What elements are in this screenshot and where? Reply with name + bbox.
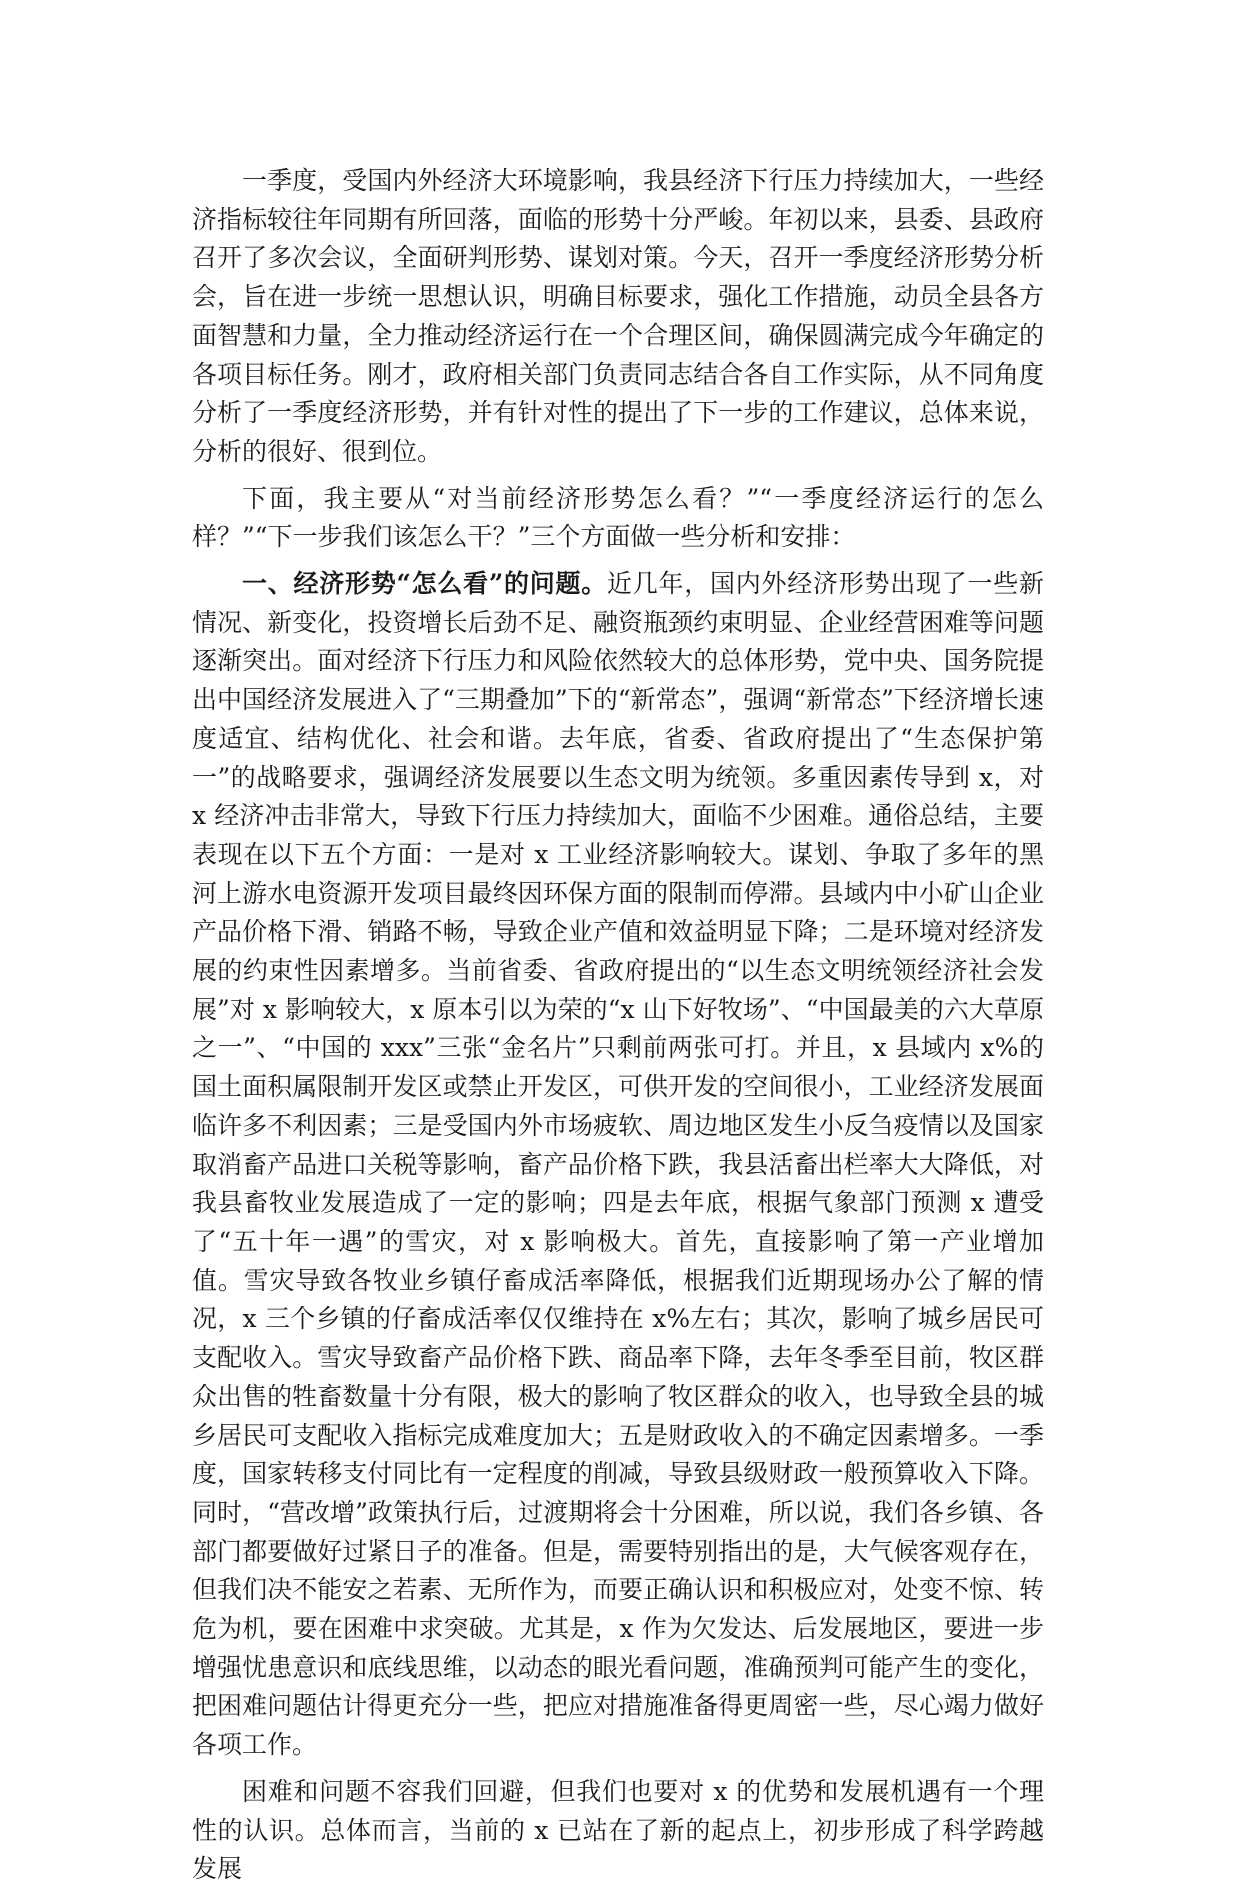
paragraph-outline [192, 480, 1044, 557]
paragraph-text: 困难和问题不容我们回避，但我们也要对 x 的优势和发展机遇有一个理性的认识。总体而言，当前的 x 已站在了新的起点上，初步形成了科学跨越发展 [192, 1776, 1044, 1884]
document-page [192, 162, 1044, 1889]
paragraph-text: 近几年，国内外经济形势出现了一些新情况、新变化，投资增长后劲不足、融资瓶颈约束明显、企业经营困难等问题逐渐突出。面对经济下行压力和风险依然较大的总体形势，党中央、国务院提出中国经济发展进入了“三期叠加”下的“新常态”，强调“新常态”下经济增长速度适宜、结构优化、社会和谐。去年底，省委、省政府提出了“生态保护第一”的战略要求，强调经济发展要以生态文明为统领。多重因素传导到 x，对 x 经济冲击非常大，导致下行压力持续加大，面临不少困难。通俗总结，主要表现在以下五个方面：一是对 x 工业经济影响较大。谋划、争取了多年的黑河上游水电资源开发项目最终因环保方面的限制而停滞。县域内中小矿山企业产品价格下滑、销路不畅，导致企业产值和效益明显下降；二是环境对经济发展的约束性因素增多。当前省委、省政府提出的“以生态文明统领经济社会发展”对 x 影响较大，x 原本引以为荣的“x 山下好牧场”、“中国最美的六大草原之一”、“中国的 xxx”三张“金名片”只剩前两张可打。并且，x 县域内 x%的国土面积属限制开发区或禁止开发区，可供开发的空间很小，工业经济发展面临许多不利因素；三是受国内外市场疲软、周边地区发生小反刍疫情以及国家取消畜产品进口关税等影响，畜产品价格下跌，我县活畜出栏率大大降低，对我县畜牧业发展造成了一定的影响；四是去年底，根据气象部门预测 x 遭受了“五十年一遇”的雪灾，对 x 影响极大。首先，直接影响了第一产业增加值。雪灾导致各牧业乡镇仔畜成活率降低，根据我们近期现场办公了解的情况，x 三个乡镇的仔畜成活率仅仅维持在 x%左右；其次，影响了城乡居民可支配收入。雪灾导致畜产品价格下跌、商品率下降，去年冬季至目前，牧区群众出售的牲畜数量十分有限，极大的影响了牧区群众的收入，也导致全县的城乡居民可支配收入指标完成难度加大；五是财政收入的不确定因素增多。一季度，国家转移支付同比有一定程度的削减，导致县级财政一般预算收入下降。同时，“营改增”政策执行后，过渡期将会十分困难，所以说，我们各乡镇、各部门都要做好过紧日子的准备。但是，需要特别指出的是，大气候客观存在，但我们决不能安之若素、无所作为，而要正确认识和积极应对，处变不惊、转危为机，要在困难中求突破。尤其是，x 作为欠发达、后发展地区，要进一步增强忧患意识和底线思维，以动态的眼光看问题，准确预判可能产生的变化，把困难问题估计得更充分一些，把应对措施准备得更周密一些，尽心竭力做好各项工作。 [192, 569, 1044, 1760]
paragraph-section-one [192, 565, 1044, 1765]
section-heading: 一、经济形势“怎么看”的问题。 [242, 569, 607, 599]
paragraph-text: 下面，我主要从“对当前经济形势怎么看？”“一季度经济运行的怎么样？”“下一步我们该怎么干？”三个方面做一些分析和安排： [192, 483, 1044, 552]
paragraph-opportunities [192, 1773, 1044, 1889]
paragraph-intro [192, 162, 1044, 472]
paragraph-text: 一季度，受国内外经济大环境影响，我县经济下行压力持续加大，一些经济指标较往年同期有所回落，面临的形势十分严峻。年初以来，县委、县政府召开了多次会议，全面研判形势、谋划对策。今天，召开一季度经济形势分析会，旨在进一步统一思想认识，明确目标要求，强化工作措施，动员全县各方面智慧和力量，全力推动经济运行在一个合理区间，确保圆满完成今年确定的各项目标任务。刚才，政府相关部门负责同志结合各自工作实际，从不同角度分析了一季度经济形势，并有针对性的提出了下一步的工作建议，总体来说，分析的很好、很到位。 [192, 166, 1044, 466]
